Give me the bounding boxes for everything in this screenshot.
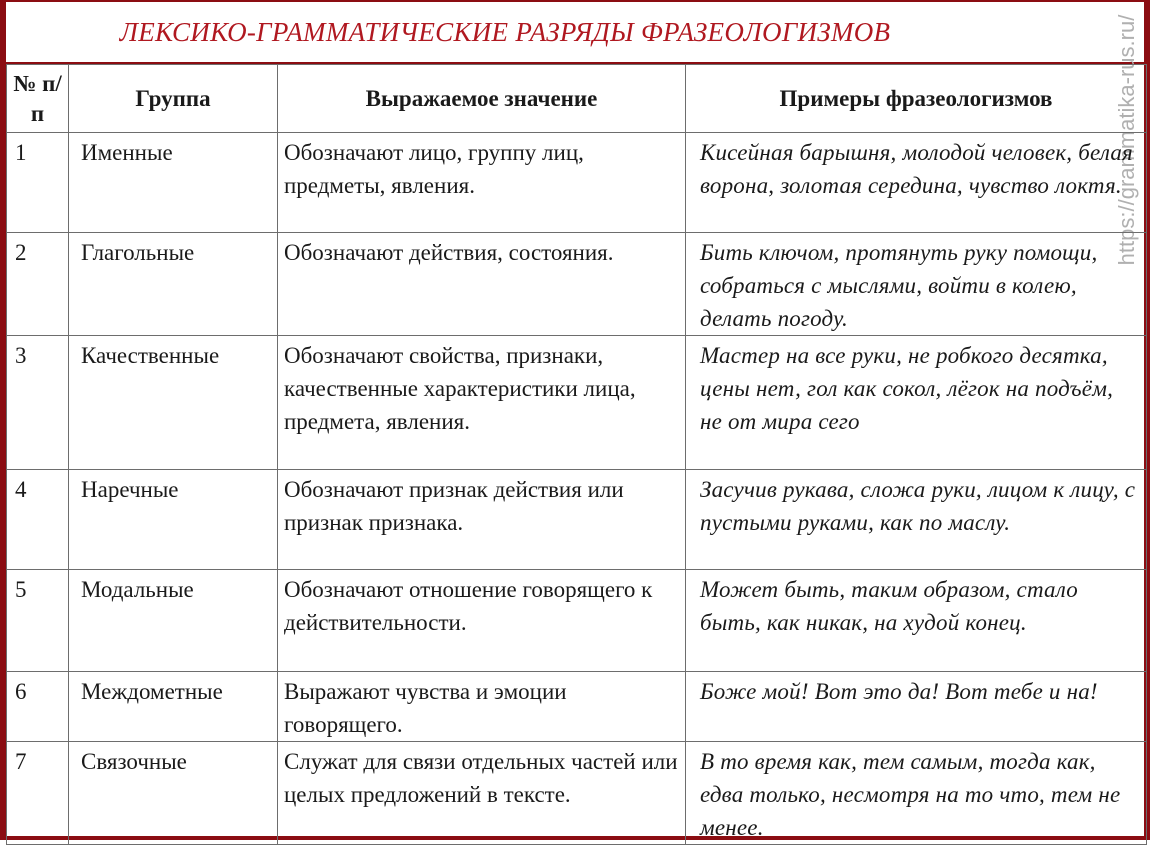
row-number: 3 <box>7 336 69 470</box>
row-examples: Боже мой! Вот это да! Вот тебе и на! <box>686 672 1147 742</box>
row-number: 5 <box>7 570 69 672</box>
row-examples: Кисейная барышня, молодой человек, белая ворона, золотая середина, чувство локтя. <box>686 133 1147 233</box>
table-row <box>7 672 1147 742</box>
row-number: 2 <box>7 233 69 336</box>
row-number: 1 <box>7 133 69 233</box>
row-examples: Может быть, таким образом, стало быть, как никак, на худой конец. <box>686 570 1147 672</box>
row-group: Междометные <box>69 672 278 742</box>
row-meaning: Обозначают свойства, признаки, качественные характеристики лица, предмета, явления. <box>278 336 686 470</box>
row-meaning: Обозначают лицо, группу лиц, предметы, явления. <box>278 133 686 233</box>
row-group: Глагольные <box>69 233 278 336</box>
table-row <box>7 233 1147 336</box>
header-meaning: Выражаемое значение <box>278 65 686 133</box>
row-meaning: Обозначают отношение говорящего к действительности. <box>278 570 686 672</box>
row-examples: В то время как, тем самым, тогда как, едва только, несмотря на то что, тем не менее. <box>686 742 1147 845</box>
row-examples: Бить ключом, протянуть руку помощи, собраться с мыслями, войти в колею, делать погоду. <box>686 233 1147 336</box>
table-row <box>7 133 1147 233</box>
row-meaning: Обозначают признак действия или признак признака. <box>278 470 686 570</box>
watermark-text: https://grammatika-rus.ru/ <box>1114 14 1139 266</box>
table-header-row <box>7 65 1147 133</box>
row-group: Именные <box>69 133 278 233</box>
header-number: № п/п <box>7 65 69 133</box>
row-examples: Мастер на все руки, не робкого десятка, цены нет, гол как сокол, лёгок на подъём, не от мира сего <box>686 336 1147 470</box>
row-meaning: Обозначают действия, состояния. <box>278 233 686 336</box>
row-group: Наречные <box>69 470 278 570</box>
table-row <box>7 336 1147 470</box>
title-bar <box>6 2 1144 64</box>
row-meaning: Служат для связи отдельных частей или целых предложений в тексте. <box>278 742 686 845</box>
row-number: 6 <box>7 672 69 742</box>
row-group: Связочные <box>69 742 278 845</box>
header-examples: Примеры фразеологизмов <box>686 65 1147 133</box>
page-title: ЛЕКСИКО-ГРАММАТИЧЕСКИЕ РАЗРЯДЫ ФРАЗЕОЛОГИЗМОВ <box>119 16 891 47</box>
table-row <box>7 570 1147 672</box>
phraseology-table <box>6 64 1147 845</box>
header-group: Группа <box>69 65 278 133</box>
row-number: 7 <box>7 742 69 845</box>
row-group: Качественные <box>69 336 278 470</box>
table-row <box>7 742 1147 845</box>
row-group: Модальные <box>69 570 278 672</box>
row-examples: Засучив рукава, сложа руки, лицом к лицу, с пустыми руками, как по маслу. <box>686 470 1147 570</box>
row-number: 4 <box>7 470 69 570</box>
row-meaning: Выражают чувства и эмоции говорящего. <box>278 672 686 742</box>
table-row <box>7 470 1147 570</box>
